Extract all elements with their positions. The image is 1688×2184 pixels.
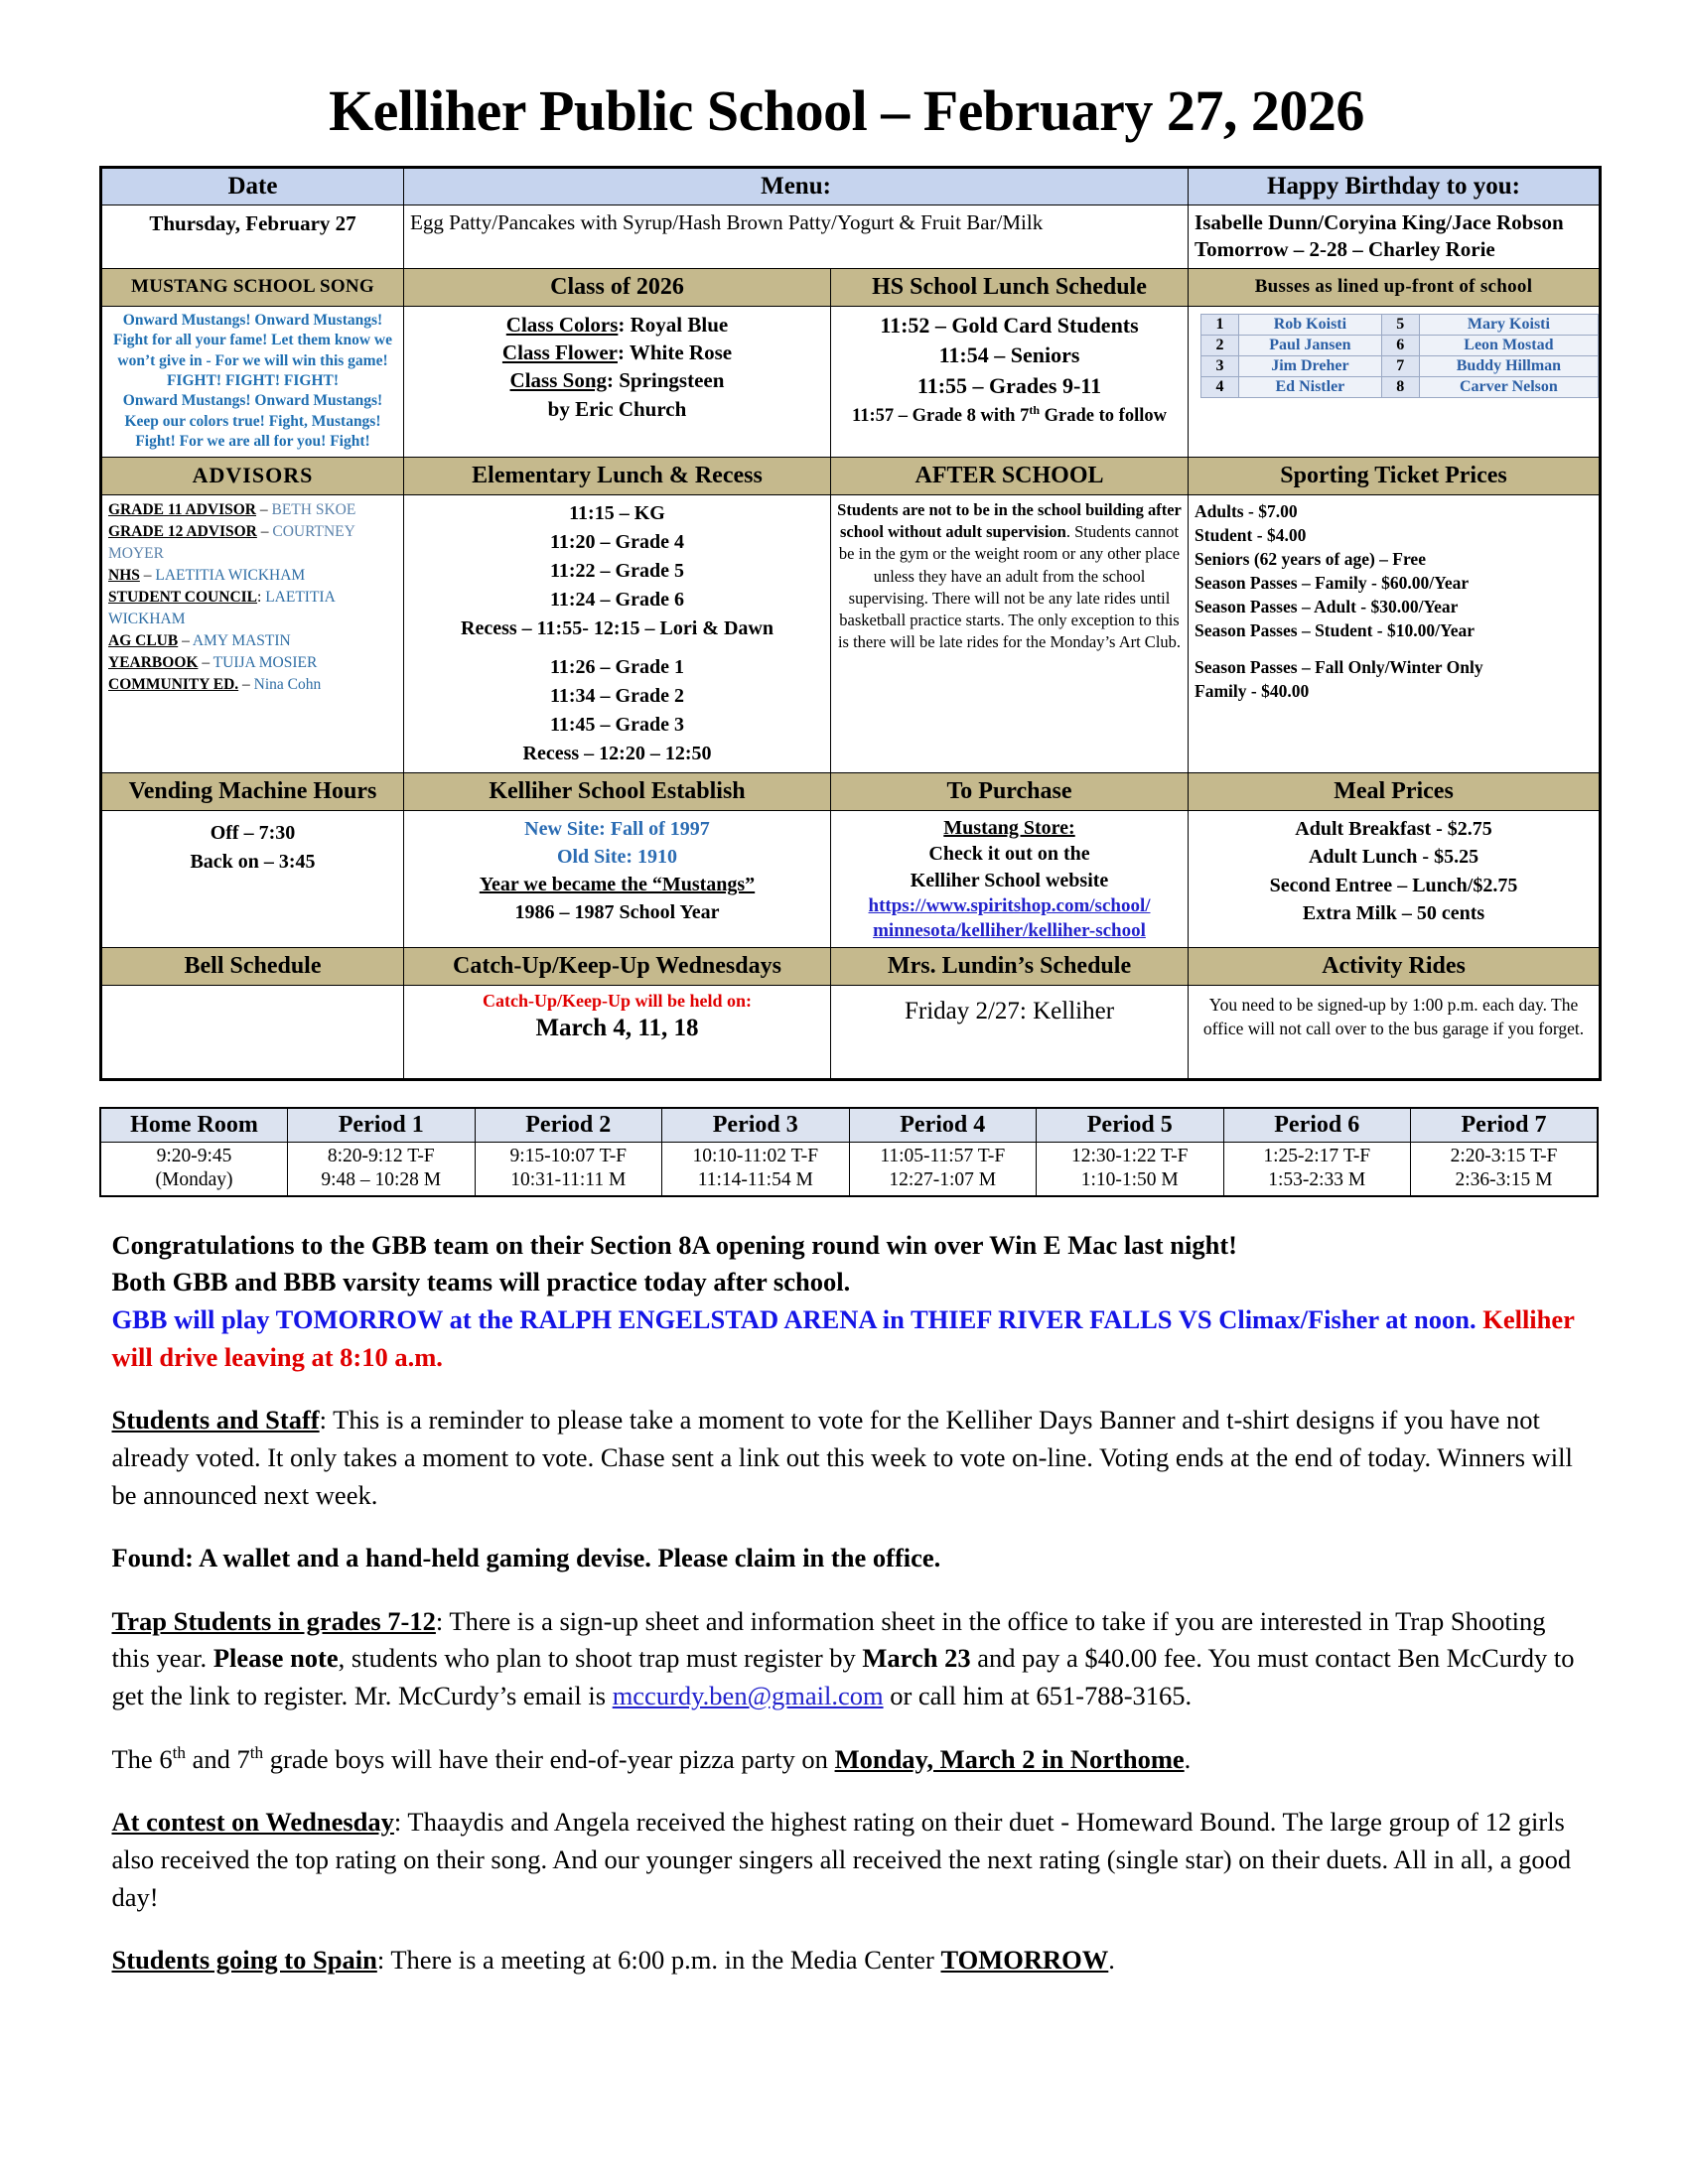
sports-line-2: Both GBB and BBB varsity teams will practice today after school. [111, 1267, 851, 1297]
bus-table [1200, 314, 1599, 398]
table-row [101, 168, 1601, 205]
el-recess-line: Recess – 12:20 – 12:50 [522, 742, 712, 764]
sports-announcement [112, 1227, 1582, 1377]
after-school-policy [831, 494, 1189, 772]
table-row [101, 268, 1601, 306]
school-song-lyrics [101, 306, 404, 457]
header-lundin-schedule: Mrs. Lundin’s Schedule [831, 948, 1189, 986]
class-flower [410, 339, 824, 366]
meal-price-item: Adult Breakfast - $2.75 [1295, 817, 1492, 840]
trap-text-2: , students who plan to shoot trap must register by [338, 1643, 863, 1674]
contest-announcement [112, 1804, 1582, 1916]
period-header: Period 4 [849, 1108, 1037, 1143]
el-lunch-line: 11:20 – Grade 4 [550, 530, 684, 553]
info-table [99, 166, 1602, 1081]
bell-schedule-value [101, 986, 404, 1080]
period-time-m: (Monday) [155, 1169, 233, 1191]
bus-driver: Paul Jansen [1239, 335, 1382, 355]
students-staff-body: : This is a reminder to please take a moment to vote for the Kelliher Days Banner and t-shirt designs if you have not already voted. It only takes a moment to vote. Chase sent a link out this week to vote on-line. Voting ends at the end of today. Winners will be announced next week. [111, 1405, 1573, 1510]
bus-number: 6 [1381, 335, 1419, 355]
table-row [1201, 355, 1599, 376]
hs-lunch-schedule [831, 306, 1189, 457]
birthday-tomorrow: Tomorrow – 2-28 – Charley Rorie [1195, 237, 1495, 262]
song-line: Keep our colors true! Fight, Mustangs! [124, 412, 381, 430]
period-time-m: 11:14-11:54 M [697, 1169, 813, 1191]
song-line: Onward Mustangs! Onward Mustangs! [122, 311, 383, 329]
header-advisors: ADVISORS [101, 457, 404, 494]
period-time-cell [1037, 1143, 1224, 1196]
period-header: Period 7 [1411, 1108, 1599, 1143]
class-colors [410, 311, 824, 339]
class-flower-label: Class Flower [501, 340, 618, 364]
trap-please-note: Please note [212, 1643, 339, 1674]
purchase-line: Kelliher School website [910, 869, 1109, 891]
header-busses: Busses as lined up-front of school [1189, 268, 1601, 306]
period-time-tf: 10:10-11:02 T-F [692, 1146, 819, 1167]
meal-prices-list [1189, 810, 1601, 947]
class-colors-label: Class Colors [505, 312, 619, 337]
meal-price-item: Extra Milk – 50 cents [1302, 901, 1485, 924]
advisor-name: AMY MASTIN [192, 631, 291, 649]
spain-label: Students going to Spain [111, 1945, 377, 1976]
advisor-role: GRADE 11 ADVISOR [108, 500, 256, 518]
found-announcement [112, 1540, 1582, 1577]
mustang-year-label: Year we became the “Mustangs” [479, 873, 756, 895]
ticket-prices-list [1189, 494, 1601, 772]
vending-on: Back on – 3:45 [190, 850, 316, 873]
trap-text-4: or call him at 651-788-3165. [883, 1681, 1193, 1711]
sports-departure-info: Kelliher will drive leaving at 8:10 a.m. [111, 1304, 1575, 1372]
period-time-cell [288, 1143, 476, 1196]
vending-hours [101, 810, 404, 947]
header-school-song: MUSTANG SCHOOL SONG [101, 268, 404, 306]
el-lunch-line: 11:45 – Grade 3 [550, 713, 684, 736]
header-after-school: AFTER SCHOOL [831, 457, 1189, 494]
advisor-role: AG CLUB [108, 631, 179, 649]
catchup-notice: Catch-Up/Keep-Up will be held on: [482, 991, 752, 1012]
contest-label: At contest on Wednesday [111, 1807, 394, 1838]
song-line: Fight for all your fame! Let them know we [113, 332, 392, 349]
table-row [101, 810, 1601, 947]
spiritshop-link[interactable]: https://www.spiritshop.com/school/ [868, 894, 1151, 916]
header-elementary-lunch: Elementary Lunch & Recess [404, 457, 831, 494]
table-row [101, 457, 1601, 494]
period-header: Home Room [100, 1108, 288, 1143]
spain-announcement: Students going to Spain: There is a meeting at 6:00 p.m. in the Media Center TOMORROW. [111, 1945, 1115, 1976]
period-time-m: 10:31-11:11 M [510, 1169, 627, 1191]
period-time-m: 2:36-3:15 M [1455, 1169, 1553, 1191]
advisor-name: COURTNEY MOYER [108, 522, 355, 562]
mccurdy-email-link[interactable]: mccurdy.ben@gmail.com [612, 1681, 884, 1711]
period-time-cell [849, 1143, 1037, 1196]
trap-label: Trap Students in grades 7-12 [111, 1605, 436, 1636]
trap-deadline: March 23 [862, 1643, 971, 1674]
advisor-item: NHS – LAETITIA WICKHAM [108, 566, 306, 584]
trap-text-3: and pay a $40.00 fee. You must contact Ben McCurdy to get the link to register. Mr. McCurdy’s email is [111, 1643, 1575, 1711]
advisor-name: BETH SKOE [271, 500, 356, 518]
bus-driver: Jim Dreher [1239, 355, 1382, 376]
header-date: Date [101, 168, 404, 205]
meal-price-item: Adult Lunch - $5.25 [1308, 846, 1479, 869]
class-song-label: Class Song [509, 368, 607, 393]
old-site: Old Site: 1910 [556, 845, 678, 868]
period-header: Period 1 [288, 1108, 476, 1143]
advisor-role: YEARBOOK [108, 653, 199, 671]
bus-driver: Buddy Hillman [1419, 355, 1598, 376]
period-time-tf: 1:25-2:17 T-F [1263, 1146, 1371, 1167]
table-row [101, 986, 1601, 1080]
header-establish: Kelliher School Establish [404, 772, 831, 810]
header-class-2026: Class of 2026 [404, 268, 831, 306]
lunch-line: 11:52 – Gold Card Students [880, 312, 1139, 338]
students-staff-announcement [112, 1402, 1582, 1514]
advisor-name: Nina Cohn [253, 675, 322, 693]
pizza-party-announcement: The 6th and 7th grade boys will have their end-of-year pizza party on Monday, March 2 in Northome. [111, 1742, 1192, 1774]
lunch-line: 11:55 – Grades 9-11 [916, 373, 1102, 399]
ticket-price-item: Seniors (62 years of age) – Free [1195, 549, 1426, 570]
to-purchase-info [831, 810, 1189, 947]
period-header: Period 3 [662, 1108, 850, 1143]
table-row [101, 205, 1601, 269]
table-row [1201, 335, 1599, 355]
advisor-item: YEARBOOK – TUIJA MOSIER [108, 653, 318, 671]
ticket-price-item: Season Passes – Family - $60.00/Year [1195, 573, 1470, 594]
period-header: Period 2 [475, 1108, 662, 1143]
advisor-name: TUIJA MOSIER [212, 653, 318, 671]
period-time-cell [1411, 1143, 1599, 1196]
birthday-values [1189, 205, 1601, 269]
el-lunch-line: 11:22 – Grade 5 [550, 559, 684, 582]
ticket-price-item: Season Passes – Adult - $30.00/Year [1195, 597, 1459, 617]
purchase-line: Check it out on the [928, 843, 1090, 866]
meal-price-item: Second Entree – Lunch/$2.75 [1269, 874, 1518, 896]
header-bell-schedule: Bell Schedule [101, 948, 404, 986]
class-flower-value: : White Rose [617, 340, 733, 364]
el-lunch-line: 11:26 – Grade 1 [550, 655, 684, 678]
sports-game-info: GBB will play TOMORROW at the RALPH ENGELSTAD ARENA in THIEF RIVER FALLS VS Climax/Fisher at noon. [111, 1304, 1477, 1335]
elementary-lunch-schedule [404, 494, 831, 772]
class-song-value: : Springsteen [607, 368, 725, 393]
table-row [101, 948, 1601, 986]
advisor-role: NHS [108, 566, 140, 584]
header-birthday: Happy Birthday to you: [1189, 168, 1601, 205]
table-row [100, 1108, 1598, 1143]
class-song-artist: by Eric Church [547, 396, 687, 421]
page-title: Kelliher Public School – February 27, 2026 [329, 78, 1364, 143]
song-line: FIGHT! FIGHT! FIGHT! [166, 371, 340, 389]
period-time-tf: 2:20-3:15 T-F [1450, 1146, 1558, 1167]
advisor-item: COMMUNITY ED. – Nina Cohn [108, 675, 322, 693]
bus-list-cell [1189, 306, 1601, 457]
ticket-price-item: Student - $4.00 [1195, 524, 1307, 545]
song-line: won’t give in - For we will win this game! [117, 351, 388, 369]
sports-line-1: Congratulations to the GBB team on their Section 8A opening round win over Win E Mac last night! [111, 1229, 1237, 1260]
spain-tomorrow: TOMORROW [940, 1945, 1109, 1976]
table-row [101, 772, 1601, 810]
found-text: Found: A wallet and a hand-held gaming devise. Please claim in the office. [111, 1543, 941, 1573]
class-of-2026-details [404, 306, 831, 457]
advisor-item: AG CLUB – AMY MASTIN [108, 631, 291, 649]
date-value: Thursday, February 27 [101, 205, 404, 269]
period-header: Period 5 [1037, 1108, 1224, 1143]
pizza-text: grade boys will have their end-of-year pizza party on [263, 1743, 835, 1774]
header-meal-prices: Meal Prices [1189, 772, 1601, 810]
advisor-role: COMMUNITY ED. [108, 675, 239, 693]
period-time-tf: 9:15-10:07 T-F [509, 1146, 628, 1167]
song-line: Onward Mustangs! Onward Mustangs! [122, 392, 383, 410]
class-song [410, 366, 824, 394]
school-establish-info [404, 810, 831, 947]
advisor-item: STUDENT COUNCIL: LAETITIA WICKHAM [108, 588, 335, 627]
period-schedule-table [99, 1107, 1599, 1197]
ticket-price-item: Season Passes – Student - $10.00/Year [1195, 620, 1475, 641]
bus-driver: Carver Nelson [1419, 376, 1598, 397]
period-time-cell [662, 1143, 850, 1196]
mustang-store-label: Mustang Store: [943, 816, 1075, 839]
header-activity-rides: Activity Rides [1189, 948, 1601, 986]
after-school-bold: Students are not to be in the school building after school without adult supervision [837, 499, 1182, 542]
bus-number: 7 [1381, 355, 1419, 376]
table-row [101, 494, 1601, 772]
spain-text: : There is a meeting at 6:00 p.m. in the Media Center [376, 1945, 941, 1976]
menu-value: Egg Patty/Pancakes with Syrup/Hash Brown Patty/Yogurt & Fruit Bar/Milk [404, 205, 1189, 269]
trap-announcement [112, 1603, 1582, 1715]
period-time-tf: 12:30-1:22 T-F [1070, 1146, 1189, 1167]
catchup-dates: March 4, 11, 18 [535, 1015, 699, 1042]
announcements-section [112, 1227, 1582, 1979]
mustang-year-value: 1986 – 1987 School Year [514, 900, 720, 923]
header-menu: Menu: [404, 168, 1189, 205]
period-header: Period 6 [1223, 1108, 1411, 1143]
bus-number: 2 [1201, 335, 1239, 355]
header-to-purchase: To Purchase [831, 772, 1189, 810]
lunch-line: 11:54 – Seniors [938, 342, 1080, 368]
advisor-item: GRADE 11 ADVISOR – BETH SKOE [108, 500, 356, 518]
advisor-name: LAETITIA WICKHAM [155, 566, 306, 584]
birthday-today: Isabelle Dunn/Coryina King/Jace Robson [1195, 210, 1564, 234]
el-lunch-line: 11:24 – Grade 6 [550, 588, 684, 611]
bus-driver: Leon Mostad [1419, 335, 1598, 355]
bus-number: 1 [1201, 314, 1239, 335]
period-time-cell [100, 1143, 288, 1196]
period-time-m: 1:10-1:50 M [1080, 1169, 1179, 1191]
new-site: New Site: Fall of 1997 [524, 817, 710, 840]
table-row [1201, 314, 1599, 335]
period-time-tf: 9:20-9:45 [156, 1146, 232, 1167]
advisor-item: GRADE 12 ADVISOR – COURTNEY MOYER [108, 522, 355, 562]
catchup-info [404, 986, 831, 1080]
period-time-m: 9:48 – 10:28 M [321, 1169, 442, 1191]
bus-number: 5 [1381, 314, 1419, 335]
lunch-line-last: 11:57 – Grade 8 with 7th Grade to follow [852, 402, 1167, 427]
bus-number: 8 [1381, 376, 1419, 397]
period-time-cell [475, 1143, 662, 1196]
header-ticket-prices: Sporting Ticket Prices [1189, 457, 1601, 494]
class-colors-value: : Royal Blue [618, 312, 729, 337]
ticket-price-item: Family - $40.00 [1195, 680, 1310, 701]
el-lunch-line: 11:15 – KG [569, 501, 665, 524]
bus-number: 4 [1201, 376, 1239, 397]
song-line: Fight! For we are all for you! Fight! [135, 433, 370, 451]
ticket-price-item: Adults - $7.00 [1195, 500, 1298, 521]
bus-driver: Rob Koisti [1239, 314, 1382, 335]
table-row [1201, 376, 1599, 397]
students-staff-label: Students and Staff [111, 1405, 320, 1435]
activity-rides-value: You need to be signed-up by 1:00 p.m. each day. The office will not call over to the bus garage if you forget. [1189, 986, 1601, 1080]
advisor-role: STUDENT COUNCIL [108, 588, 258, 606]
header-catchup: Catch-Up/Keep-Up Wednesdays [404, 948, 831, 986]
advisor-name: LAETITIA WICKHAM [108, 588, 335, 627]
bus-number: 3 [1201, 355, 1239, 376]
spiritshop-link-cont[interactable]: minnesota/kelliher/kelliher-school [873, 920, 1146, 942]
bus-driver: Mary Koisti [1419, 314, 1598, 335]
period-time-m: 1:53-2:33 M [1268, 1169, 1366, 1191]
header-hs-lunch: HS School Lunch Schedule [831, 268, 1189, 306]
vending-off: Off – 7:30 [210, 821, 296, 844]
period-time-tf: 11:05-11:57 T-F [880, 1146, 1006, 1167]
table-row [101, 306, 1601, 457]
period-time-m: 12:27-1:07 M [889, 1169, 997, 1191]
bus-driver: Ed Nistler [1239, 376, 1382, 397]
lundin-schedule-value: Friday 2/27: Kelliher [831, 986, 1189, 1080]
period-time-cell [1223, 1143, 1411, 1196]
el-recess-line: Recess – 11:55- 12:15 – Lori & Dawn [461, 616, 774, 639]
el-lunch-line: 11:34 – Grade 2 [550, 684, 684, 707]
trap-text-1: : There is a sign-up sheet and information sheet in the office to take if you are interested in Trap Shooting this year. [111, 1605, 1546, 1674]
period-time-tf: 8:20-9:12 T-F [327, 1146, 435, 1167]
ticket-price-item: Season Passes – Fall Only/Winter Only [1195, 656, 1483, 677]
after-school-text: . Students cannot be in the gym or the weight room or any other place unless they have an adult from the school supervising. There will not be any late rides until basketball practice starts. The only exception to this is there will be late rides for the Monday’s Art Club. [837, 522, 1182, 652]
advisor-role: GRADE 12 ADVISOR [108, 522, 257, 540]
header-vending: Vending Machine Hours [101, 772, 404, 810]
table-row [100, 1143, 1598, 1196]
contest-body: : Thaaydis and Angela received the highest rating on their duet - Homeward Bound. The large group of 12 girls also received the top rating on their song. And our younger singers all received the next rating (single star) on their duets. All in all, a good day! [111, 1807, 1572, 1912]
pizza-date-location: Monday, March 2 in Northome [834, 1743, 1185, 1774]
advisors-list [101, 494, 404, 772]
